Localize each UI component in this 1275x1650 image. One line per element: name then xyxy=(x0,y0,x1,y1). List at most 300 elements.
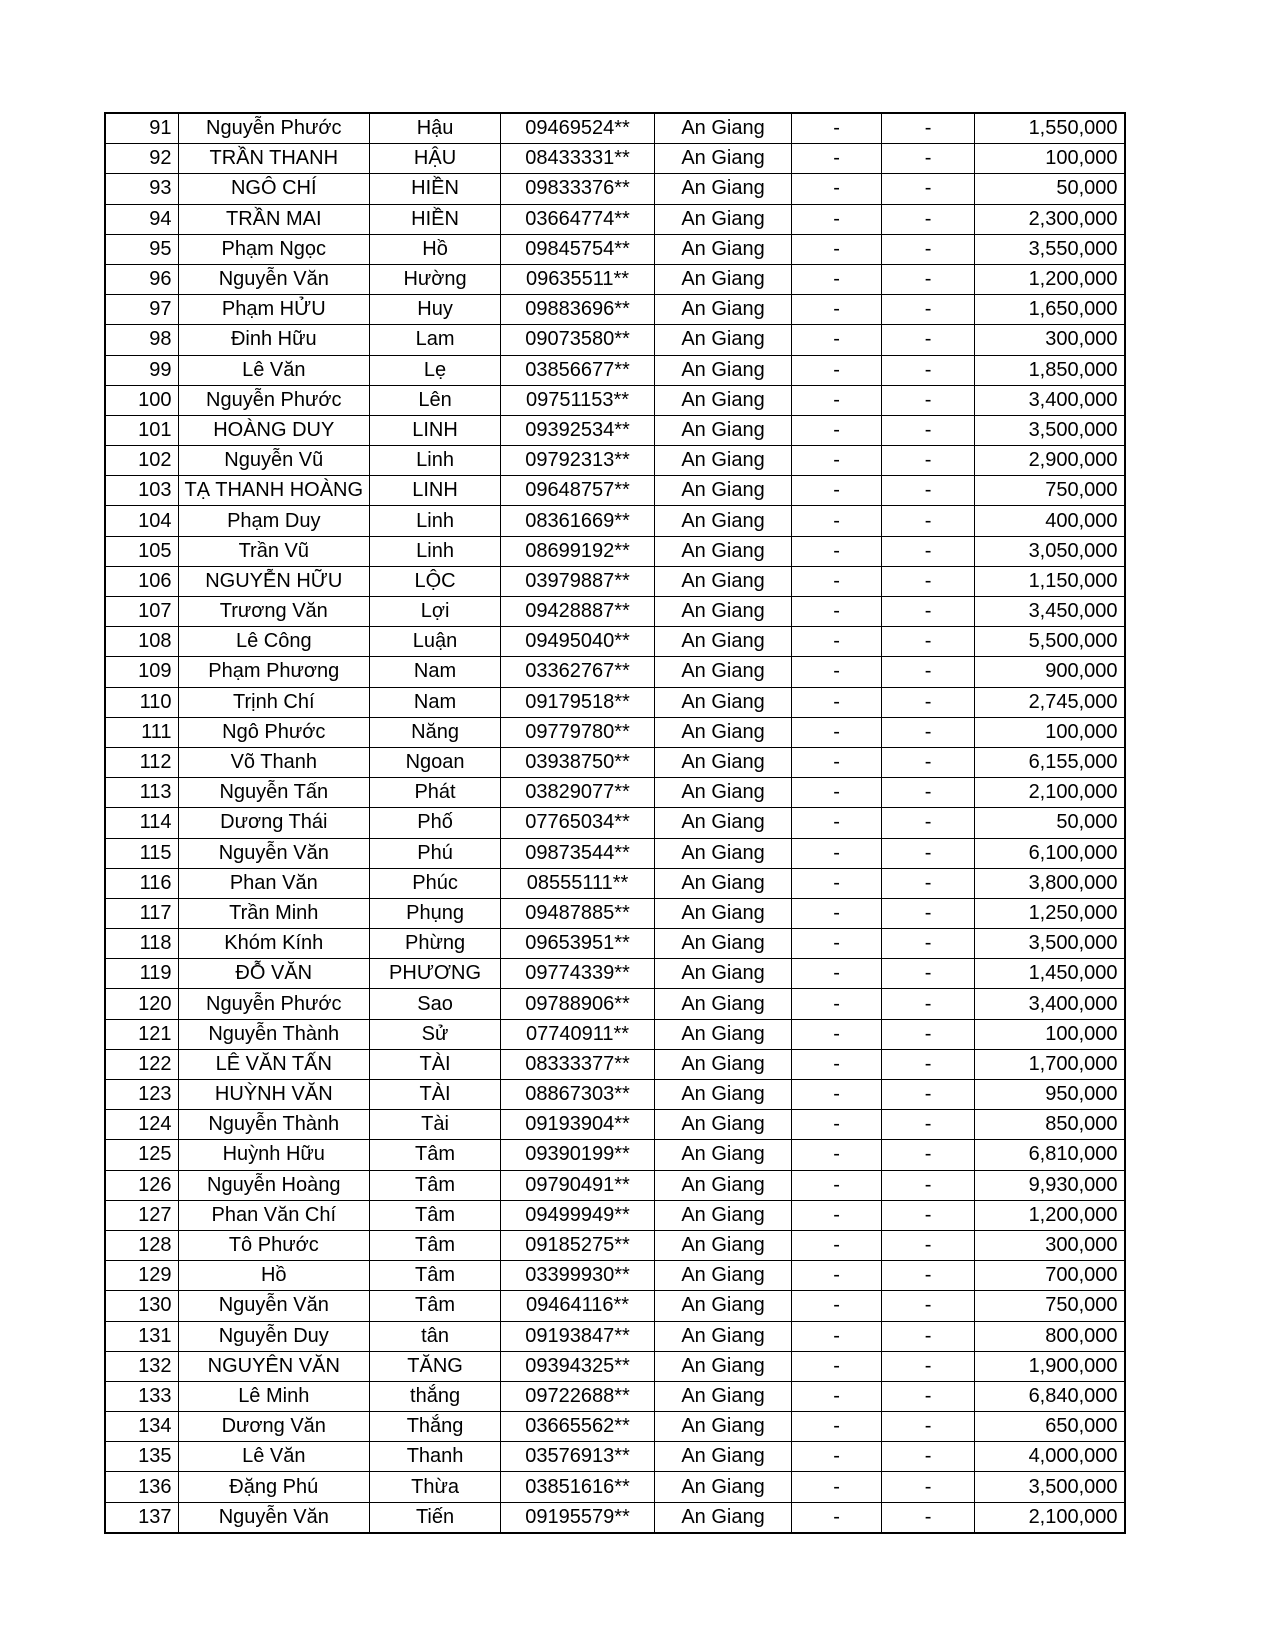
dash-cell: - xyxy=(792,959,882,989)
table-row xyxy=(105,1442,1125,1472)
phone-cell: 03938750** xyxy=(501,747,655,777)
dash-cell: - xyxy=(882,1049,975,1079)
row-number: 95 xyxy=(105,234,178,264)
table-row xyxy=(105,1170,1125,1200)
amount-cell: 6,840,000 xyxy=(975,1381,1125,1411)
phone-cell: 09392534** xyxy=(501,415,655,445)
dash-cell: - xyxy=(882,597,975,627)
province-cell: An Giang xyxy=(655,1200,792,1230)
given-name-cell: Sao xyxy=(370,989,501,1019)
surname-cell: Nguyễn Văn xyxy=(178,264,370,294)
given-name-cell: Luận xyxy=(370,627,501,657)
given-name-cell: Lên xyxy=(370,385,501,415)
given-name-cell: Linh xyxy=(370,446,501,476)
dash-cell: - xyxy=(792,295,882,325)
dash-cell: - xyxy=(882,1502,975,1533)
amount-cell: 1,250,000 xyxy=(975,898,1125,928)
dash-cell: - xyxy=(792,1351,882,1381)
surname-cell: Phạm HỬU xyxy=(178,295,370,325)
province-cell: An Giang xyxy=(655,898,792,928)
table-row xyxy=(105,1261,1125,1291)
given-name-cell: Thắng xyxy=(370,1412,501,1442)
given-name-cell: Nam xyxy=(370,687,501,717)
row-number: 108 xyxy=(105,627,178,657)
row-number: 121 xyxy=(105,1019,178,1049)
dash-cell: - xyxy=(792,385,882,415)
given-name-cell: HẬU xyxy=(370,144,501,174)
dash-cell: - xyxy=(882,1381,975,1411)
dash-cell: - xyxy=(792,1412,882,1442)
province-cell: An Giang xyxy=(655,476,792,506)
row-number: 106 xyxy=(105,566,178,596)
given-name-cell: Thanh xyxy=(370,1442,501,1472)
surname-cell: NGUYỄN HỮU xyxy=(178,566,370,596)
phone-cell: 09185275** xyxy=(501,1230,655,1260)
amount-cell: 100,000 xyxy=(975,717,1125,747)
dash-cell: - xyxy=(792,446,882,476)
surname-cell: Phạm Phương xyxy=(178,657,370,687)
donor-table xyxy=(104,112,1126,1534)
dash-cell: - xyxy=(882,778,975,808)
dash-cell: - xyxy=(792,113,882,144)
table-row xyxy=(105,989,1125,1019)
province-cell: An Giang xyxy=(655,959,792,989)
amount-cell: 1,550,000 xyxy=(975,113,1125,144)
dash-cell: - xyxy=(882,1110,975,1140)
amount-cell: 1,200,000 xyxy=(975,1200,1125,1230)
dash-cell: - xyxy=(792,1261,882,1291)
phone-cell: 07740911** xyxy=(501,1019,655,1049)
given-name-cell: Tâm xyxy=(370,1200,501,1230)
dash-cell: - xyxy=(792,1472,882,1502)
given-name-cell: Thừa xyxy=(370,1472,501,1502)
surname-cell: Lê Minh xyxy=(178,1381,370,1411)
dash-cell: - xyxy=(792,1080,882,1110)
dash-cell: - xyxy=(792,838,882,868)
dash-cell: - xyxy=(882,174,975,204)
amount-cell: 1,650,000 xyxy=(975,295,1125,325)
row-number: 116 xyxy=(105,868,178,898)
table-row xyxy=(105,325,1125,355)
phone-cell: 08361669** xyxy=(501,506,655,536)
province-cell: An Giang xyxy=(655,687,792,717)
table-row xyxy=(105,566,1125,596)
amount-cell: 3,500,000 xyxy=(975,1472,1125,1502)
row-number: 91 xyxy=(105,113,178,144)
dash-cell: - xyxy=(882,898,975,928)
dash-cell: - xyxy=(792,1140,882,1170)
surname-cell: Nguyễn Văn xyxy=(178,1291,370,1321)
amount-cell: 6,100,000 xyxy=(975,838,1125,868)
table-row xyxy=(105,144,1125,174)
row-number: 130 xyxy=(105,1291,178,1321)
dash-cell: - xyxy=(882,717,975,747)
dash-cell: - xyxy=(882,1412,975,1442)
surname-cell: TẠ THANH HOÀNG xyxy=(178,476,370,506)
given-name-cell: TÀI xyxy=(370,1049,501,1079)
amount-cell: 3,800,000 xyxy=(975,868,1125,898)
amount-cell: 300,000 xyxy=(975,325,1125,355)
dash-cell: - xyxy=(882,1261,975,1291)
surname-cell: Nguyễn Phước xyxy=(178,113,370,144)
surname-cell: Trần Vũ xyxy=(178,536,370,566)
surname-cell: ĐỖ VĂN xyxy=(178,959,370,989)
surname-cell: Lê Văn xyxy=(178,1442,370,1472)
surname-cell: Ngô Phước xyxy=(178,717,370,747)
amount-cell: 3,400,000 xyxy=(975,385,1125,415)
dash-cell: - xyxy=(792,1049,882,1079)
phone-cell: 09845754** xyxy=(501,234,655,264)
phone-cell: 07765034** xyxy=(501,808,655,838)
surname-cell: Trương Văn xyxy=(178,597,370,627)
dash-cell: - xyxy=(792,1291,882,1321)
amount-cell: 1,150,000 xyxy=(975,566,1125,596)
dash-cell: - xyxy=(882,1140,975,1170)
amount-cell: 2,900,000 xyxy=(975,446,1125,476)
phone-cell: 09487885** xyxy=(501,898,655,928)
dash-cell: - xyxy=(882,325,975,355)
row-number: 97 xyxy=(105,295,178,325)
dash-cell: - xyxy=(792,355,882,385)
table-row xyxy=(105,747,1125,777)
phone-cell: 03665562** xyxy=(501,1412,655,1442)
given-name-cell: Phừng xyxy=(370,929,501,959)
surname-cell: Nguyễn Phước xyxy=(178,989,370,1019)
given-name-cell: Phú xyxy=(370,838,501,868)
phone-cell: 03856677** xyxy=(501,355,655,385)
given-name-cell: Sử xyxy=(370,1019,501,1049)
row-number: 129 xyxy=(105,1261,178,1291)
province-cell: An Giang xyxy=(655,838,792,868)
province-cell: An Giang xyxy=(655,174,792,204)
table-row xyxy=(105,174,1125,204)
phone-cell: 09394325** xyxy=(501,1351,655,1381)
amount-cell: 6,155,000 xyxy=(975,747,1125,777)
row-number: 94 xyxy=(105,204,178,234)
row-number: 122 xyxy=(105,1049,178,1079)
phone-cell: 09833376** xyxy=(501,174,655,204)
amount-cell: 750,000 xyxy=(975,476,1125,506)
phone-cell: 09790491** xyxy=(501,1170,655,1200)
row-number: 111 xyxy=(105,717,178,747)
table-row xyxy=(105,1472,1125,1502)
province-cell: An Giang xyxy=(655,1049,792,1079)
row-number: 136 xyxy=(105,1472,178,1502)
row-number: 100 xyxy=(105,385,178,415)
phone-cell: 09073580** xyxy=(501,325,655,355)
phone-cell: 09873544** xyxy=(501,838,655,868)
table-row xyxy=(105,1019,1125,1049)
dash-cell: - xyxy=(792,325,882,355)
table-row xyxy=(105,898,1125,928)
dash-cell: - xyxy=(792,657,882,687)
given-name-cell: Lẹ xyxy=(370,355,501,385)
dash-cell: - xyxy=(792,234,882,264)
row-number: 114 xyxy=(105,808,178,838)
dash-cell: - xyxy=(882,989,975,1019)
row-number: 128 xyxy=(105,1230,178,1260)
surname-cell: Nguyễn Hoàng xyxy=(178,1170,370,1200)
amount-cell: 1,450,000 xyxy=(975,959,1125,989)
phone-cell: 09883696** xyxy=(501,295,655,325)
surname-cell: TRẦN THANH xyxy=(178,144,370,174)
province-cell: An Giang xyxy=(655,325,792,355)
dash-cell: - xyxy=(882,808,975,838)
surname-cell: Huỳnh Hữu xyxy=(178,1140,370,1170)
given-name-cell: TÀI xyxy=(370,1080,501,1110)
amount-cell: 1,900,000 xyxy=(975,1351,1125,1381)
given-name-cell: Lợi xyxy=(370,597,501,627)
province-cell: An Giang xyxy=(655,1230,792,1260)
province-cell: An Giang xyxy=(655,1381,792,1411)
surname-cell: Nguyễn Phước xyxy=(178,385,370,415)
table-row xyxy=(105,808,1125,838)
row-number: 101 xyxy=(105,415,178,445)
table-row xyxy=(105,657,1125,687)
amount-cell: 750,000 xyxy=(975,1291,1125,1321)
table-row xyxy=(105,1200,1125,1230)
table-row xyxy=(105,959,1125,989)
amount-cell: 3,450,000 xyxy=(975,597,1125,627)
dash-cell: - xyxy=(792,1230,882,1260)
amount-cell: 800,000 xyxy=(975,1321,1125,1351)
dash-cell: - xyxy=(882,1230,975,1260)
dash-cell: - xyxy=(882,566,975,596)
dash-cell: - xyxy=(792,264,882,294)
phone-cell: 09428887** xyxy=(501,597,655,627)
surname-cell: Đặng Phú xyxy=(178,1472,370,1502)
row-number: 125 xyxy=(105,1140,178,1170)
dash-cell: - xyxy=(792,778,882,808)
row-number: 137 xyxy=(105,1502,178,1533)
phone-cell: 09193904** xyxy=(501,1110,655,1140)
phone-cell: 08433331** xyxy=(501,144,655,174)
province-cell: An Giang xyxy=(655,355,792,385)
table-row xyxy=(105,506,1125,536)
amount-cell: 9,930,000 xyxy=(975,1170,1125,1200)
given-name-cell: tân xyxy=(370,1321,501,1351)
row-number: 105 xyxy=(105,536,178,566)
table-row xyxy=(105,1502,1125,1533)
row-number: 134 xyxy=(105,1412,178,1442)
surname-cell: Lê Công xyxy=(178,627,370,657)
surname-cell: Dương Thái xyxy=(178,808,370,838)
row-number: 98 xyxy=(105,325,178,355)
dash-cell: - xyxy=(882,1351,975,1381)
amount-cell: 2,745,000 xyxy=(975,687,1125,717)
given-name-cell: Ngoan xyxy=(370,747,501,777)
province-cell: An Giang xyxy=(655,1080,792,1110)
given-name-cell: Hường xyxy=(370,264,501,294)
dash-cell: - xyxy=(792,868,882,898)
surname-cell: Nguyễn Thành xyxy=(178,1019,370,1049)
province-cell: An Giang xyxy=(655,1321,792,1351)
row-number: 112 xyxy=(105,747,178,777)
amount-cell: 3,400,000 xyxy=(975,989,1125,1019)
province-cell: An Giang xyxy=(655,717,792,747)
surname-cell: NGUYÊN VĂN xyxy=(178,1351,370,1381)
phone-cell: 09774339** xyxy=(501,959,655,989)
dash-cell: - xyxy=(882,264,975,294)
row-number: 117 xyxy=(105,898,178,928)
given-name-cell: Hậu xyxy=(370,113,501,144)
province-cell: An Giang xyxy=(655,1140,792,1170)
row-number: 110 xyxy=(105,687,178,717)
surname-cell: Phạm Duy xyxy=(178,506,370,536)
given-name-cell: Năng xyxy=(370,717,501,747)
table-row xyxy=(105,113,1125,144)
amount-cell: 100,000 xyxy=(975,144,1125,174)
dash-cell: - xyxy=(882,1170,975,1200)
dash-cell: - xyxy=(882,204,975,234)
phone-cell: 09464116** xyxy=(501,1291,655,1321)
dash-cell: - xyxy=(792,1381,882,1411)
surname-cell: HUỲNH VĂN xyxy=(178,1080,370,1110)
amount-cell: 1,850,000 xyxy=(975,355,1125,385)
surname-cell: NGÔ CHÍ xyxy=(178,174,370,204)
row-number: 119 xyxy=(105,959,178,989)
dash-cell: - xyxy=(882,536,975,566)
dash-cell: - xyxy=(882,1442,975,1472)
dash-cell: - xyxy=(882,415,975,445)
given-name-cell: Tâm xyxy=(370,1140,501,1170)
given-name-cell: Phát xyxy=(370,778,501,808)
dash-cell: - xyxy=(882,687,975,717)
province-cell: An Giang xyxy=(655,113,792,144)
table-row xyxy=(105,1080,1125,1110)
dash-cell: - xyxy=(882,506,975,536)
surname-cell: Nguyễn Tấn xyxy=(178,778,370,808)
table-row xyxy=(105,627,1125,657)
phone-cell: 09648757** xyxy=(501,476,655,506)
surname-cell: HOÀNG DUY xyxy=(178,415,370,445)
given-name-cell: Tâm xyxy=(370,1291,501,1321)
surname-cell: Võ Thanh xyxy=(178,747,370,777)
phone-cell: 09179518** xyxy=(501,687,655,717)
surname-cell: Khóm Kính xyxy=(178,929,370,959)
surname-cell: Nguyễn Văn xyxy=(178,838,370,868)
table-row xyxy=(105,597,1125,627)
table-row xyxy=(105,295,1125,325)
given-name-cell: Tiến xyxy=(370,1502,501,1533)
dash-cell: - xyxy=(882,1472,975,1502)
table-row xyxy=(105,476,1125,506)
province-cell: An Giang xyxy=(655,1019,792,1049)
given-name-cell: Phố xyxy=(370,808,501,838)
phone-cell: 09495040** xyxy=(501,627,655,657)
table-row xyxy=(105,717,1125,747)
phone-cell: 09788906** xyxy=(501,989,655,1019)
table-row xyxy=(105,204,1125,234)
dash-cell: - xyxy=(792,1502,882,1533)
dash-cell: - xyxy=(792,929,882,959)
row-number: 135 xyxy=(105,1442,178,1472)
dash-cell: - xyxy=(882,868,975,898)
given-name-cell: Tâm xyxy=(370,1230,501,1260)
province-cell: An Giang xyxy=(655,1502,792,1533)
table-row xyxy=(105,1351,1125,1381)
dash-cell: - xyxy=(792,1442,882,1472)
dash-cell: - xyxy=(792,1321,882,1351)
given-name-cell: LỘC xyxy=(370,566,501,596)
province-cell: An Giang xyxy=(655,144,792,174)
phone-cell: 03362767** xyxy=(501,657,655,687)
table-row xyxy=(105,1230,1125,1260)
given-name-cell: Lam xyxy=(370,325,501,355)
row-number: 104 xyxy=(105,506,178,536)
dash-cell: - xyxy=(882,1080,975,1110)
amount-cell: 950,000 xyxy=(975,1080,1125,1110)
surname-cell: TRẦN MAI xyxy=(178,204,370,234)
surname-cell: Trịnh Chí xyxy=(178,687,370,717)
phone-cell: 09792313** xyxy=(501,446,655,476)
province-cell: An Giang xyxy=(655,929,792,959)
phone-cell: 03829077** xyxy=(501,778,655,808)
amount-cell: 50,000 xyxy=(975,174,1125,204)
table-row xyxy=(105,929,1125,959)
surname-cell: Nguyễn Duy xyxy=(178,1321,370,1351)
dash-cell: - xyxy=(882,959,975,989)
amount-cell: 2,300,000 xyxy=(975,204,1125,234)
row-number: 93 xyxy=(105,174,178,204)
dash-cell: - xyxy=(792,989,882,1019)
row-number: 103 xyxy=(105,476,178,506)
given-name-cell: HIỀN xyxy=(370,204,501,234)
dash-cell: - xyxy=(882,929,975,959)
phone-cell: 03979887** xyxy=(501,566,655,596)
amount-cell: 300,000 xyxy=(975,1230,1125,1260)
row-number: 124 xyxy=(105,1110,178,1140)
amount-cell: 2,100,000 xyxy=(975,1502,1125,1533)
amount-cell: 1,200,000 xyxy=(975,264,1125,294)
phone-cell: 09469524** xyxy=(501,113,655,144)
phone-cell: 08867303** xyxy=(501,1080,655,1110)
dash-cell: - xyxy=(882,446,975,476)
dash-cell: - xyxy=(792,536,882,566)
province-cell: An Giang xyxy=(655,446,792,476)
province-cell: An Giang xyxy=(655,808,792,838)
phone-cell: 08333377** xyxy=(501,1049,655,1079)
table-row xyxy=(105,264,1125,294)
dash-cell: - xyxy=(882,627,975,657)
dash-cell: - xyxy=(792,597,882,627)
amount-cell: 900,000 xyxy=(975,657,1125,687)
table-row xyxy=(105,687,1125,717)
row-number: 113 xyxy=(105,778,178,808)
dash-cell: - xyxy=(792,476,882,506)
phone-cell: 09779780** xyxy=(501,717,655,747)
row-number: 120 xyxy=(105,989,178,1019)
province-cell: An Giang xyxy=(655,657,792,687)
dash-cell: - xyxy=(882,1291,975,1321)
dash-cell: - xyxy=(792,1170,882,1200)
given-name-cell: Linh xyxy=(370,536,501,566)
table-row xyxy=(105,1412,1125,1442)
amount-cell: 100,000 xyxy=(975,1019,1125,1049)
province-cell: An Giang xyxy=(655,1110,792,1140)
row-number: 115 xyxy=(105,838,178,868)
province-cell: An Giang xyxy=(655,597,792,627)
given-name-cell: Linh xyxy=(370,506,501,536)
province-cell: An Giang xyxy=(655,1412,792,1442)
province-cell: An Giang xyxy=(655,415,792,445)
dash-cell: - xyxy=(792,174,882,204)
table-row xyxy=(105,446,1125,476)
surname-cell: LÊ VĂN TẤN xyxy=(178,1049,370,1079)
amount-cell: 6,810,000 xyxy=(975,1140,1125,1170)
surname-cell: Dương Văn xyxy=(178,1412,370,1442)
table-body xyxy=(105,113,1125,1533)
